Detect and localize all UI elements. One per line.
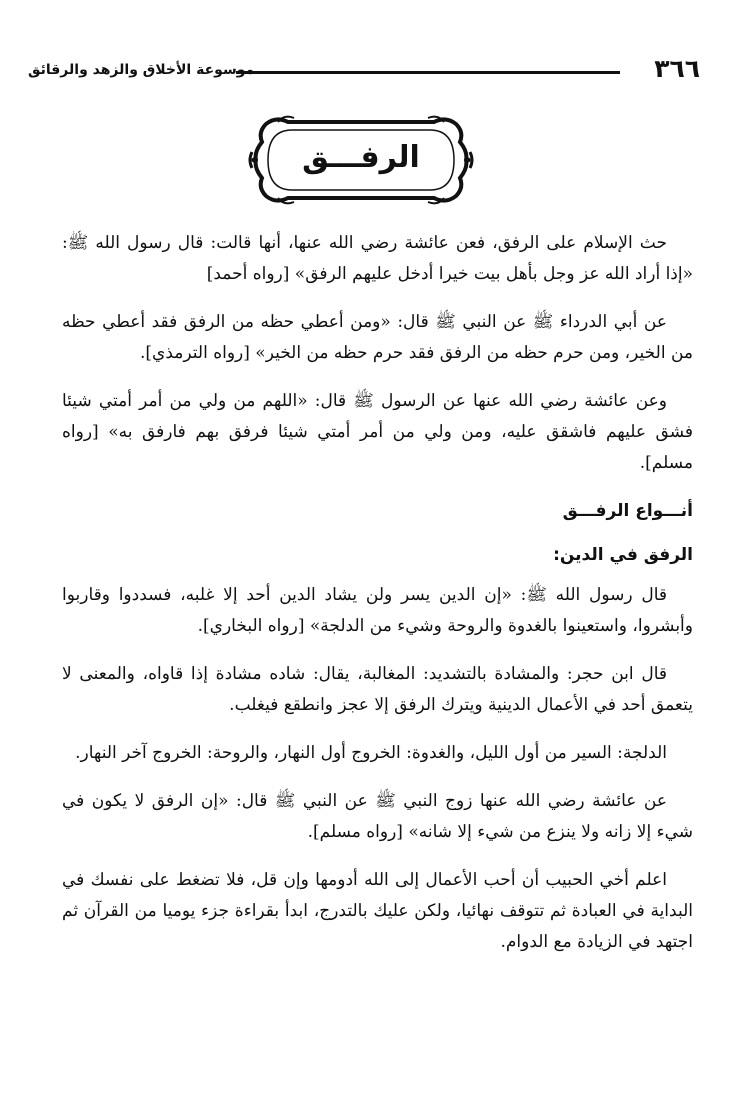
chapter-title: الرفـــق: [302, 140, 420, 175]
paragraph: حث الإسلام على الرفق، فعن عائشة رضي الله عنها، أنها قالت: قال رسول الله ﷺ: «إذا أراد الله عز وجل بأهل بيت خيرا أدخل عليهم الرفق» [رواه أحمد]: [62, 233, 693, 284]
page-header: [28, 52, 700, 86]
book-title: موسوعة الأخلاق والزهد والرقائق: [28, 62, 255, 78]
paragraph: اعلم أخي الحبيب أن أحب الأعمال إلى الله أدومها وإن قل، فلا تضغط على نفسك في البداية في العبادة ثم تتوقف نهائيا، ولكن عليك بالتدرج، ابدأ بقراءة جزء يوميا من القرآن ثم اجتهد في الزيادة مع الدوام.: [62, 870, 693, 952]
page-number: ٣٦٦: [654, 54, 700, 83]
section-heading: أنـــواع الرفـــق: [562, 501, 693, 521]
paragraph: قال ابن حجر: والمشادة بالتشديد: المغالبة، يقال: شاده مشادة إذا قاواه، والمعنى لا يتعمق أحد في الأعمال الدينية ويترك الرفق إلا عجز وانطقع فيغلب.: [62, 664, 693, 715]
title-ornament-frame: [248, 112, 474, 208]
paragraph: عن عائشة رضي الله عنها زوج النبي ﷺ عن النبي ﷺ قال: «إن الرفق لا يكون في شيء إلا زانه ولا ينزع من شيء إلا شانه» [رواه مسلم].: [62, 791, 693, 842]
paragraph: الدلجة: السير من أول الليل، والغدوة: الخروج أول النهار، والروحة: الخروج آخر النهار.: [75, 743, 667, 763]
subsection-heading: الرفق في الدين:: [553, 545, 693, 565]
paragraph: قال رسول الله ﷺ: «إن الدين يسر ولن يشاد الدين أحد إلا غلبه، فسددوا وقاربوا وأبشروا، واستعينوا بالغدوة والروحة وشيء من الدلجة» [رواه البخاري].: [62, 585, 693, 636]
paragraph: وعن عائشة رضي الله عنها عن الرسول ﷺ قال: «اللهم من ولي من أمر أمتي شيئا فشق عليهم فاشقق عليه، ومن ولي من أمر أمتي شيئا فرفق بهم فارفق به» [رواه مسلم].: [62, 391, 693, 473]
paragraph: عن أبي الدرداء ﷺ عن النبي ﷺ قال: «ومن أعطي حظه من الرفق فقد أعطي حظه من الخير، ومن حرم حظه من الرفق فقد حرم حظه من الخير» [رواه الترمذي].: [62, 312, 693, 363]
body-text: [62, 228, 693, 975]
header-rule: [236, 71, 620, 74]
